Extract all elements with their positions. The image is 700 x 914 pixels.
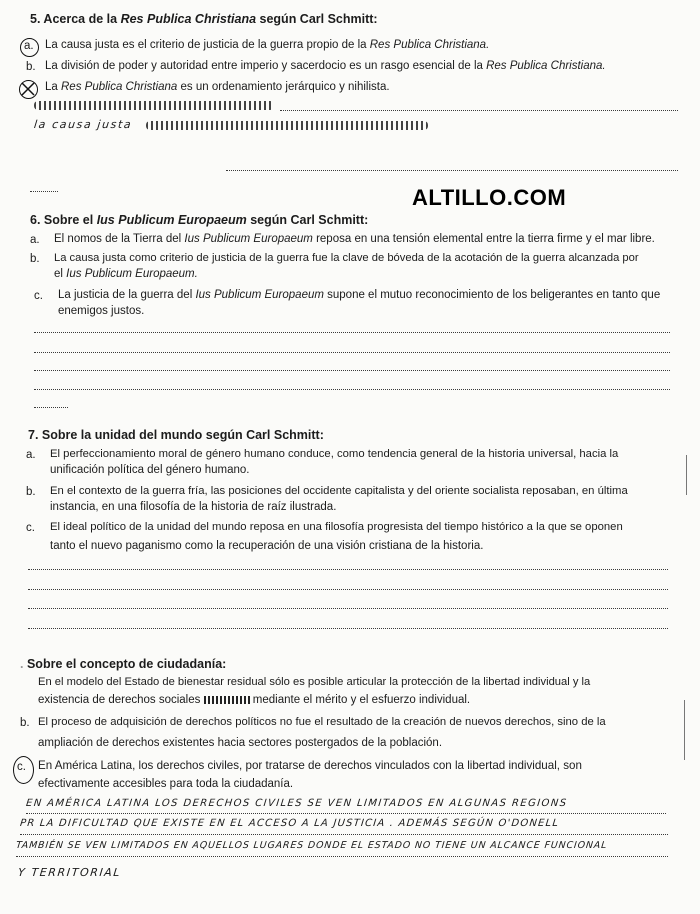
answer-line: [26, 813, 666, 814]
handwritten-answer-q5: la causa justa: [33, 118, 133, 131]
q5-title: 5. Acerca de la Res Publica Christiana según Carl Schmitt:: [30, 12, 378, 26]
q8-option-a-line2: existencia de derechos sociales mediante el mérito y el esfuerzo individual.: [38, 694, 471, 706]
answer-line: [28, 569, 668, 570]
answer-line: [226, 170, 678, 171]
q7-option-b-line1: En el contexto de la guerra fría, las posiciones del occidente capitalista y del oriente socialista reposaban, en última: [50, 485, 628, 497]
q8-option-c-line2: efectivamente accesibles para toda la ciudadanía.: [38, 778, 294, 790]
handwritten-answer-line-3: TAMBIÉN SE VEN LIMITADOS EN AQUELLOS LUGARES DONDE EL ESTADO NO TIENE UN ALCANCE FUNCIONAL: [15, 840, 608, 851]
q8-title: . Sobre el concepto de ciudadanía:: [20, 657, 227, 671]
handwritten-answer-line-1: EN AMÉRICA LATINA LOS DERECHOS CIVILES SE VEN LIMITADOS EN ALGUNAS REGIONS: [25, 798, 568, 809]
q6-option-c-mark: c.: [34, 290, 43, 302]
q5-option-c: La Res Publica Christiana es un ordenamiento jerárquico y nihilista.: [45, 81, 390, 93]
q6-option-a-mark: a.: [30, 234, 40, 246]
answer-line: [28, 628, 668, 629]
q6-option-c-line1: La justicia de la guerra del Ius Publicum Europaeum supone el mutuo reconocimiento de los beligerantes en tanto que: [58, 289, 661, 301]
handwritten-answer-line-2: PR LA DIFICULTAD QUE EXISTE EN EL ACCESO A LA JUSTICIA . ADEMÁS SEGÚN O'DONELL: [19, 818, 560, 829]
q5-option-b-mark: b.: [26, 61, 36, 73]
q7-option-c-mark: c.: [26, 522, 35, 534]
q7-title: 7. Sobre la unidad del mundo según Carl Schmitt:: [28, 428, 324, 442]
q7-option-c-line2: tanto el nuevo paganismo como la recuperación de una visión cristiana de la historia.: [50, 540, 484, 552]
q8-option-c-mark: c.: [17, 761, 26, 773]
crossed-handwriting: [146, 121, 428, 130]
q6-option-a: El nomos de la Tierra del Ius Publicum Europaeum reposa en una tensión elemental entre la tierra firme y el mar libre.: [54, 233, 655, 245]
q5-option-b: La división de poder y autoridad entre imperio y sacerdocio es un rasgo esencial de la Res Publica Christiana.: [45, 60, 606, 72]
answer-line: [34, 370, 670, 371]
q7-option-a-mark: a.: [26, 449, 36, 461]
q8-option-b-mark: b.: [20, 717, 30, 729]
answer-line: [16, 856, 668, 857]
q6-title: 6. Sobre el Ius Publicum Europaeum según Carl Schmitt:: [30, 213, 369, 227]
q8-option-c-line1: En América Latina, los derechos civiles, por tratarse de derechos vinculados con la libertad individual, son: [38, 759, 582, 772]
margin-mark: [684, 700, 685, 760]
q6-option-c-line2: enemigos justos.: [58, 305, 145, 317]
q6-option-b-line2: el Ius Publicum Europaeum.: [54, 268, 198, 280]
q7-option-b-line2: instancia, en una filosofía de la historia de raíz ilustrada.: [50, 501, 337, 513]
watermark: ALTILLO.COM: [412, 185, 567, 210]
q5-option-a-mark: a.: [24, 40, 34, 52]
answer-line: [280, 110, 678, 111]
q7-option-b-mark: b.: [26, 486, 36, 498]
q6-option-b-line1: La causa justa como criterio de justicia de la guerra fue la clave de bóveda de la acotación de la guerra alcanzada por: [54, 252, 639, 264]
answer-line: [20, 834, 668, 835]
answer-line: [28, 589, 668, 590]
q8-option-a-line1: En el modelo del Estado de bienestar residual sólo es posible articular la protección de la libertad individual y la: [38, 676, 591, 688]
answer-line: [34, 332, 670, 333]
answer-line: [28, 608, 668, 609]
q7-option-a-line2: unificación política del género humano.: [50, 464, 250, 476]
q7-option-a-line1: El perfeccionamiento moral de género humano conduce, como tendencia general de la historia universal, hacia la: [50, 448, 619, 460]
answer-line: [34, 352, 670, 353]
answer-line: [30, 191, 58, 192]
answer-line: [34, 389, 670, 390]
margin-mark: [686, 455, 687, 495]
answer-line: [34, 407, 68, 408]
q5-option-a: La causa justa es el criterio de justicia de la guerra propio de la Res Publica Christiana.: [45, 39, 490, 51]
q7-option-c-line1: El ideal político de la unidad del mundo reposa en una filosofía progresista del tiempo histórico a la que se oponen: [50, 521, 623, 533]
crossed-handwriting: [34, 101, 274, 110]
q8-option-b-line1: El proceso de adquisición de derechos políticos no fue el resultado de la creación de nuevos derechos, sino de la: [38, 716, 606, 728]
q6-option-b-mark: b.: [30, 253, 40, 265]
q8-option-b-line2: ampliación de derechos existentes hacia sectores postergados de la población.: [38, 737, 443, 749]
handwritten-answer-line-4: Y TERRITORIAL: [17, 866, 122, 879]
